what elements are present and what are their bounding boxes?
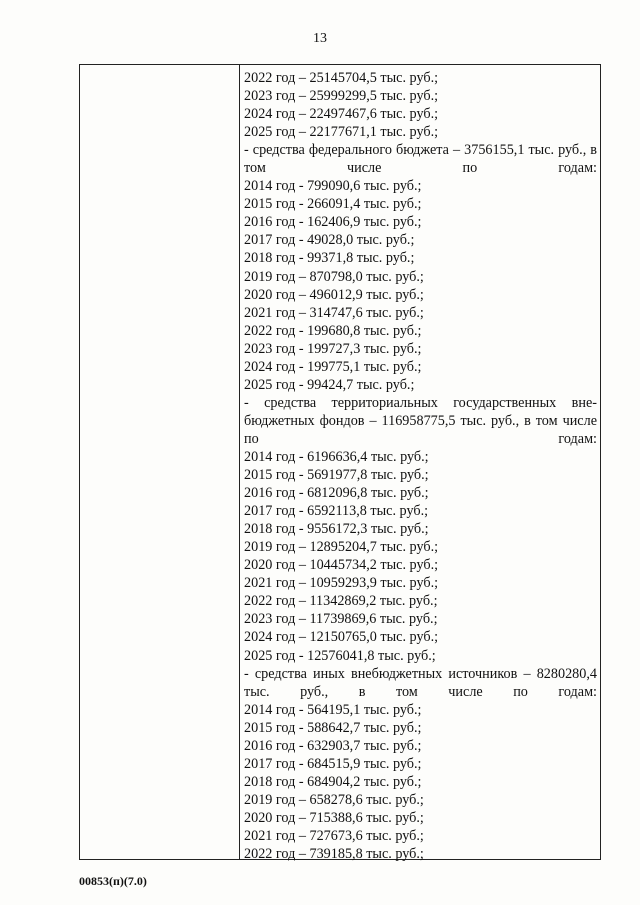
year-line: 2017 год - 49028,0 тыс. руб.; [244, 232, 415, 249]
year-line: 2024 год - 199775,1 тыс. руб.; [244, 358, 422, 375]
year-line: 2015 год - 266091,4 тыс. руб.; [244, 196, 422, 213]
territorial-funds-lines [244, 448, 597, 665]
year-line: 2023 год - 199727,3 тыс. руб.; [244, 340, 422, 357]
year-line: 2022 год - 199680,8 тыс. руб.; [244, 322, 422, 339]
year-line: 2024 год – 22497467,6 тыс. руб.; [244, 106, 439, 123]
territorial-funds-heading: - средства территориальных государственных вне- бюджетных фондов – 116958775,5 тыс. руб., в том числе по годам: [244, 394, 597, 447]
federal-budget-heading: - средства федерального бюджета – 3756155,1 тыс. руб., в том числе по годам: [244, 142, 597, 177]
other-sources-lines [244, 701, 597, 863]
column-divider [239, 65, 240, 859]
year-line: 2015 год - 5691977,8 тыс. руб.; [244, 467, 429, 484]
year-line: 2017 год - 684515,9 тыс. руб.; [244, 755, 422, 772]
year-line: 2025 год - 12576041,8 тыс. руб.; [244, 647, 436, 664]
year-line: 2020 год – 10445734,2 тыс. руб.; [244, 557, 439, 574]
year-line: 2019 год – 12895204,7 тыс. руб.; [244, 539, 439, 556]
year-line: 2020 год – 715388,6 тыс. руб.; [244, 809, 424, 826]
year-line: 2018 год - 684904,2 тыс. руб.; [244, 773, 422, 790]
year-line: 2016 год - 6812096,8 тыс. руб.; [244, 485, 429, 502]
year-line: 2025 год – 22177671,1 тыс. руб.; [244, 124, 439, 141]
other-sources-heading: - средства иных внебюджетных источников – 8280280,4 тыс. руб., в том числе по годам: [244, 665, 597, 700]
year-line: 2019 год – 658278,6 тыс. руб.; [244, 791, 424, 808]
year-line: 2020 год – 496012,9 тыс. руб.; [244, 286, 424, 303]
page-number: 13 [313, 31, 327, 46]
year-line: 2021 год – 10959293,9 тыс. руб.; [244, 575, 439, 592]
continued-lines [244, 69, 597, 141]
year-line: 2014 год - 6196636,4 тыс. руб.; [244, 448, 429, 465]
right-column-cell [244, 69, 597, 863]
year-line: 2016 год - 162406,9 тыс. руб.; [244, 214, 422, 231]
federal-budget-lines [244, 177, 597, 394]
year-line: 2025 год - 99424,7 тыс. руб.; [244, 376, 415, 393]
year-line: 2022 год – 11342869,2 тыс. руб.; [244, 593, 438, 610]
year-line: 2016 год - 632903,7 тыс. руб.; [244, 737, 422, 754]
year-line: 2022 год – 25145704,5 тыс. руб.; [244, 70, 439, 86]
year-line: 2023 год – 11739869,6 тыс. руб.; [244, 611, 438, 628]
year-line: 2014 год - 564195,1 тыс. руб.; [244, 701, 422, 718]
year-line: 2021 год – 727673,6 тыс. руб.; [244, 827, 424, 844]
year-line: 2023 год – 25999299,5 тыс. руб.; [244, 88, 439, 105]
year-line: 2019 год – 870798,0 тыс. руб.; [244, 268, 424, 285]
document-table [79, 64, 601, 863]
year-line: 2017 год - 6592113,8 тыс. руб.; [244, 503, 429, 520]
year-line: 2014 год - 799090,6 тыс. руб.; [244, 178, 422, 195]
year-line: 2024 год – 12150765,0 тыс. руб.; [244, 629, 439, 646]
year-line: 2022 год – 739185,8 тыс. руб.; [244, 846, 424, 863]
year-line: 2015 год - 588642,7 тыс. руб.; [244, 719, 422, 736]
year-line: 2018 год - 9556172,3 тыс. руб.; [244, 521, 429, 538]
document-code: 00853(п)(7.0) [79, 874, 147, 888]
year-line: 2018 год - 99371,8 тыс. руб.; [244, 250, 415, 267]
year-line: 2021 год – 314747,6 тыс. руб.; [244, 304, 424, 321]
